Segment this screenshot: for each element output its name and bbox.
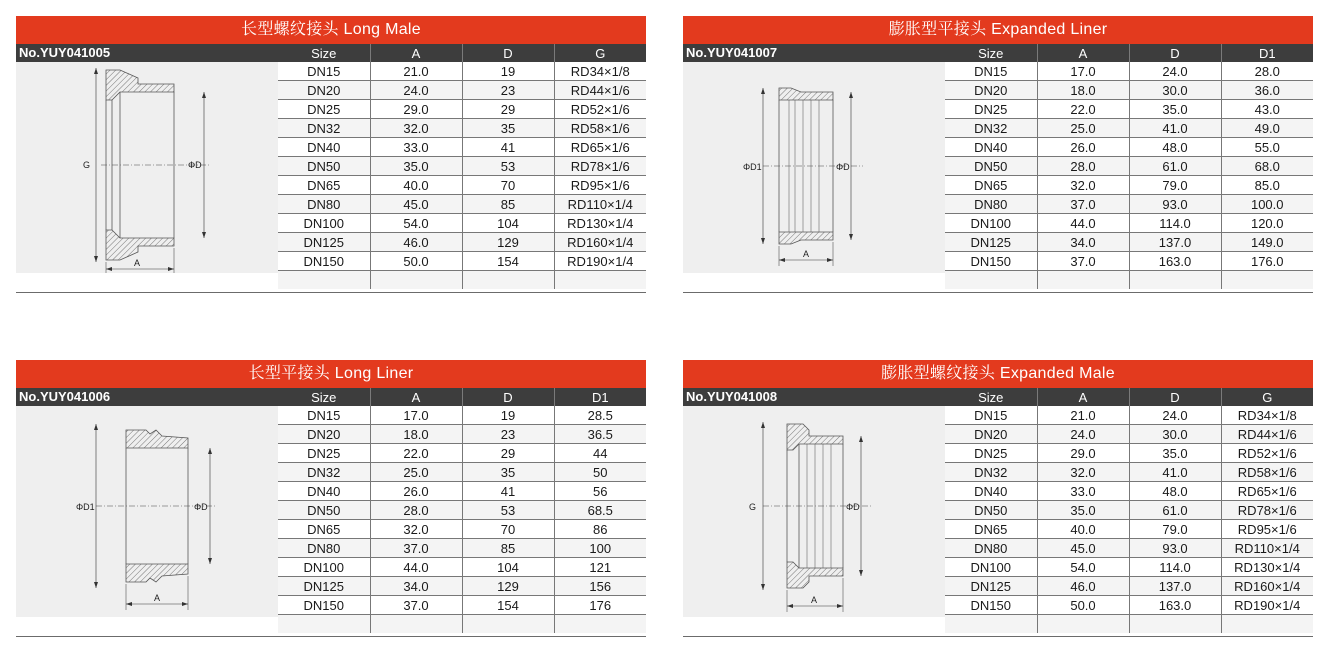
dim-label-d: ΦD	[836, 162, 850, 172]
column-header: D	[462, 388, 554, 406]
table-cell: RD95×1/6	[554, 176, 646, 195]
table-cell: DN25	[945, 444, 1037, 463]
column-header: A	[370, 44, 462, 62]
table-row	[945, 252, 1313, 271]
table-cell: 29	[462, 444, 554, 463]
table-cell: 37.0	[1037, 195, 1129, 214]
technical-drawing-expanded-liner	[683, 62, 945, 273]
table-cell: RD160×1/4	[554, 233, 646, 252]
column-header: Size	[278, 44, 370, 62]
table-cell: RD58×1/6	[1221, 463, 1313, 482]
table-row	[278, 482, 646, 501]
table-cell: DN80	[945, 539, 1037, 558]
table-cell: DN25	[945, 100, 1037, 119]
table-cell: DN65	[278, 520, 370, 539]
table-cell: 21.0	[1037, 406, 1129, 425]
table-cell: DN65	[945, 520, 1037, 539]
table-cell: RD110×1/4	[1221, 539, 1313, 558]
table-cell: DN40	[278, 138, 370, 157]
table-row	[278, 252, 646, 271]
table-cell: DN125	[278, 233, 370, 252]
table-cell: DN25	[278, 100, 370, 119]
table-cell: RD95×1/6	[1221, 520, 1313, 539]
table-cell: 28.0	[370, 501, 462, 520]
spec-table	[278, 388, 646, 633]
table-cell: 50.0	[1037, 596, 1129, 615]
table-cell: RD78×1/6	[1221, 501, 1313, 520]
table-cell: 56	[554, 482, 646, 501]
table-cell: 24.0	[1129, 406, 1221, 425]
table-row	[278, 406, 646, 425]
table-row	[945, 444, 1313, 463]
table-cell: 24.0	[1037, 425, 1129, 444]
table-cell: 32.0	[1037, 176, 1129, 195]
table-cell: DN15	[278, 406, 370, 425]
table-cell: 100.0	[1221, 195, 1313, 214]
table-row	[945, 558, 1313, 577]
table-cell: 36.5	[554, 425, 646, 444]
table-cell: 21.0	[370, 62, 462, 81]
dim-label-d: ΦD	[846, 502, 860, 512]
dim-label-a: A	[134, 258, 141, 268]
table-cell: 114.0	[1129, 558, 1221, 577]
table-cell: 61.0	[1129, 157, 1221, 176]
table-cell: 121	[554, 558, 646, 577]
card-title: 长型螺纹接头 Long Male	[16, 16, 646, 44]
table-row	[278, 62, 646, 81]
table-row	[278, 157, 646, 176]
table-cell: 53	[462, 157, 554, 176]
column-header: D1	[554, 388, 646, 406]
table-row	[945, 119, 1313, 138]
table-cell: 49.0	[1221, 119, 1313, 138]
table-cell: DN15	[278, 62, 370, 81]
table-row	[945, 406, 1313, 425]
table-row	[945, 100, 1313, 119]
table-row	[278, 501, 646, 520]
technical-drawing-expanded-male	[683, 406, 945, 617]
table-cell: 28.5	[554, 406, 646, 425]
table-row	[278, 558, 646, 577]
table-cell: 23	[462, 81, 554, 100]
table-cell: 137.0	[1129, 577, 1221, 596]
column-header: Size	[945, 44, 1037, 62]
table-cell: 85	[462, 539, 554, 558]
table-cell: DN100	[278, 214, 370, 233]
table-cell: 41	[462, 482, 554, 501]
table-row	[945, 577, 1313, 596]
table-cell: DN32	[945, 119, 1037, 138]
table-cell: 154	[462, 252, 554, 271]
product-code: No.YUY041008	[683, 388, 945, 406]
table-cell: RD44×1/6	[554, 81, 646, 100]
table-cell: DN40	[278, 482, 370, 501]
table-cell: 176.0	[1221, 252, 1313, 271]
product-card-expanded-male	[683, 360, 1313, 637]
table-row	[945, 176, 1313, 195]
card-title: 膨胀型平接头 Expanded Liner	[683, 16, 1313, 44]
card-title: 长型平接头 Long Liner	[16, 360, 646, 388]
table-cell: 45.0	[370, 195, 462, 214]
table-cell: DN32	[945, 463, 1037, 482]
dim-label-g: G	[83, 160, 91, 170]
table-cell: RD34×1/8	[554, 62, 646, 81]
table-cell: 37.0	[1037, 252, 1129, 271]
table-cell: DN20	[278, 81, 370, 100]
table-cell: DN100	[278, 558, 370, 577]
table-cell: 34.0	[370, 577, 462, 596]
technical-drawing-long-male	[16, 62, 278, 273]
table-cell: RD190×1/4	[554, 252, 646, 271]
table-cell: 36.0	[1221, 81, 1313, 100]
column-header: D	[1129, 388, 1221, 406]
table-cell: 28.0	[1221, 62, 1313, 81]
table-cell: DN80	[278, 539, 370, 558]
table-cell: 129	[462, 577, 554, 596]
table-cell: 86	[554, 520, 646, 539]
table-cell: 137.0	[1129, 233, 1221, 252]
table-row	[278, 100, 646, 119]
table-cell: RD65×1/6	[554, 138, 646, 157]
table-cell: 79.0	[1129, 520, 1221, 539]
table-header-row	[278, 44, 646, 62]
table-cell: DN50	[278, 501, 370, 520]
table-cell: DN125	[945, 233, 1037, 252]
table-row	[945, 233, 1313, 252]
table-cell: 54.0	[1037, 558, 1129, 577]
table-cell: 30.0	[1129, 81, 1221, 100]
table-row	[945, 214, 1313, 233]
column-header: D1	[1221, 44, 1313, 62]
table-cell: 46.0	[370, 233, 462, 252]
dim-label-d: ΦD	[194, 502, 208, 512]
table-header-row	[278, 388, 646, 406]
table-row	[278, 138, 646, 157]
table-cell: DN20	[945, 81, 1037, 100]
table-cell: 176	[554, 596, 646, 615]
table-row	[945, 62, 1313, 81]
table-cell: DN32	[278, 119, 370, 138]
table-cell: 23	[462, 425, 554, 444]
table-cell: 54.0	[370, 214, 462, 233]
table-cell: DN125	[945, 577, 1037, 596]
table-cell: 129	[462, 233, 554, 252]
table-cell: 30.0	[1129, 425, 1221, 444]
table-cell: 37.0	[370, 596, 462, 615]
dim-label-a: A	[803, 249, 810, 259]
table-cell: 163.0	[1129, 252, 1221, 271]
table-cell: DN32	[278, 463, 370, 482]
column-header: A	[1037, 388, 1129, 406]
table-cell: 79.0	[1129, 176, 1221, 195]
table-cell: 70	[462, 176, 554, 195]
table-cell: 18.0	[370, 425, 462, 444]
table-row-empty	[278, 271, 646, 290]
card-body	[683, 388, 1313, 637]
table-cell: 43.0	[1221, 100, 1313, 119]
table-cell: DN80	[945, 195, 1037, 214]
table-row	[945, 195, 1313, 214]
table-cell: RD65×1/6	[1221, 482, 1313, 501]
table-cell: 50	[554, 463, 646, 482]
table-row	[945, 157, 1313, 176]
technical-drawing-long-liner	[16, 406, 278, 617]
table-cell: 32.0	[1037, 463, 1129, 482]
table-cell: DN125	[278, 577, 370, 596]
table-cell: 41	[462, 138, 554, 157]
table-cell: 154	[462, 596, 554, 615]
table-cell: 44	[554, 444, 646, 463]
table-cell: DN50	[278, 157, 370, 176]
table-cell: DN80	[278, 195, 370, 214]
column-header: D	[462, 44, 554, 62]
table-cell: 29.0	[1037, 444, 1129, 463]
table-cell: 35.0	[1129, 444, 1221, 463]
table-row	[945, 539, 1313, 558]
product-code: No.YUY041005	[16, 44, 278, 62]
table-cell: RD52×1/6	[1221, 444, 1313, 463]
table-cell: 61.0	[1129, 501, 1221, 520]
table-row	[278, 444, 646, 463]
dim-label-d: ΦD	[188, 160, 202, 170]
table-cell: 35	[462, 119, 554, 138]
table-row	[945, 482, 1313, 501]
table-row	[278, 119, 646, 138]
table-cell: 35	[462, 463, 554, 482]
table-cell: DN25	[278, 444, 370, 463]
table-cell: RD44×1/6	[1221, 425, 1313, 444]
table-cell: 48.0	[1129, 138, 1221, 157]
table-cell: RD130×1/4	[1221, 558, 1313, 577]
product-card-expanded-liner	[683, 16, 1313, 293]
table-cell: DN40	[945, 138, 1037, 157]
spec-table	[278, 44, 646, 289]
table-row-empty	[945, 271, 1313, 290]
table-cell: 22.0	[370, 444, 462, 463]
table-cell: DN15	[945, 406, 1037, 425]
dim-label-a: A	[154, 593, 161, 603]
table-cell: DN150	[278, 252, 370, 271]
table-cell: 50.0	[370, 252, 462, 271]
table-row	[945, 138, 1313, 157]
table-row	[278, 577, 646, 596]
table-cell: 85	[462, 195, 554, 214]
table-cell: 114.0	[1129, 214, 1221, 233]
table-cell: 17.0	[1037, 62, 1129, 81]
table-cell: 163.0	[1129, 596, 1221, 615]
table-row	[278, 425, 646, 444]
table-cell: 93.0	[1129, 539, 1221, 558]
table-cell: 35.0	[1037, 501, 1129, 520]
table-cell: 68.5	[554, 501, 646, 520]
table-cell: 25.0	[1037, 119, 1129, 138]
column-header: G	[1221, 388, 1313, 406]
table-row	[945, 425, 1313, 444]
table-cell: 120.0	[1221, 214, 1313, 233]
table-header-row	[945, 44, 1313, 62]
card-body	[16, 44, 646, 293]
table-cell: 149.0	[1221, 233, 1313, 252]
table-row	[945, 501, 1313, 520]
table-cell: 55.0	[1221, 138, 1313, 157]
table-cell: 41.0	[1129, 463, 1221, 482]
card-body	[683, 44, 1313, 293]
table-cell: 40.0	[1037, 520, 1129, 539]
table-cell: 22.0	[1037, 100, 1129, 119]
table-cell: DN100	[945, 214, 1037, 233]
table-cell: 48.0	[1129, 482, 1221, 501]
table-row	[278, 539, 646, 558]
table-cell: RD110×1/4	[554, 195, 646, 214]
table-cell: RD58×1/6	[554, 119, 646, 138]
table-cell: RD52×1/6	[554, 100, 646, 119]
table-row	[278, 214, 646, 233]
table-row	[278, 463, 646, 482]
table-cell: DN150	[278, 596, 370, 615]
product-card-long-liner	[16, 360, 646, 637]
table-cell: 18.0	[1037, 81, 1129, 100]
column-header: Size	[278, 388, 370, 406]
product-code: No.YUY041006	[16, 388, 278, 406]
table-row	[278, 596, 646, 615]
table-row-empty	[945, 615, 1313, 634]
card-title: 膨胀型螺纹接头 Expanded Male	[683, 360, 1313, 388]
table-row-empty	[278, 615, 646, 634]
table-cell: DN65	[945, 176, 1037, 195]
spec-table	[945, 44, 1313, 289]
table-cell: RD190×1/4	[1221, 596, 1313, 615]
table-row	[945, 596, 1313, 615]
table-row	[945, 463, 1313, 482]
table-cell: 100	[554, 539, 646, 558]
spec-table	[945, 388, 1313, 633]
card-body	[16, 388, 646, 637]
dim-label-d1: ΦD1	[76, 502, 95, 512]
table-cell: 45.0	[1037, 539, 1129, 558]
table-cell: 25.0	[370, 463, 462, 482]
table-cell: 33.0	[1037, 482, 1129, 501]
table-cell: DN65	[278, 176, 370, 195]
table-row	[278, 195, 646, 214]
table-cell: 33.0	[370, 138, 462, 157]
table-row	[278, 233, 646, 252]
table-cell: DN20	[278, 425, 370, 444]
table-row	[278, 81, 646, 100]
table-cell: 19	[462, 406, 554, 425]
table-cell: 35.0	[370, 157, 462, 176]
table-cell: RD160×1/4	[1221, 577, 1313, 596]
table-cell: DN150	[945, 596, 1037, 615]
table-cell: 41.0	[1129, 119, 1221, 138]
table-row	[278, 520, 646, 539]
column-header: A	[1037, 44, 1129, 62]
table-cell: 44.0	[1037, 214, 1129, 233]
table-cell: 32.0	[370, 119, 462, 138]
table-cell: 40.0	[370, 176, 462, 195]
dim-label-a: A	[811, 595, 818, 605]
column-header: Size	[945, 388, 1037, 406]
product-card-long-male	[16, 16, 646, 293]
table-cell: DN50	[945, 157, 1037, 176]
table-cell: 28.0	[1037, 157, 1129, 176]
table-cell: DN100	[945, 558, 1037, 577]
table-cell: RD34×1/8	[1221, 406, 1313, 425]
table-cell: 24.0	[1129, 62, 1221, 81]
table-cell: 29.0	[370, 100, 462, 119]
table-cell: 37.0	[370, 539, 462, 558]
table-header-row	[945, 388, 1313, 406]
product-code: No.YUY041007	[683, 44, 945, 62]
table-cell: 93.0	[1129, 195, 1221, 214]
table-cell: 24.0	[370, 81, 462, 100]
table-cell: DN40	[945, 482, 1037, 501]
table-cell: 35.0	[1129, 100, 1221, 119]
column-header: G	[554, 44, 646, 62]
table-cell: 156	[554, 577, 646, 596]
table-cell: RD78×1/6	[554, 157, 646, 176]
table-row	[278, 176, 646, 195]
table-cell: DN150	[945, 252, 1037, 271]
table-cell: 32.0	[370, 520, 462, 539]
table-cell: 26.0	[370, 482, 462, 501]
table-cell: 19	[462, 62, 554, 81]
table-cell: DN50	[945, 501, 1037, 520]
column-header: A	[370, 388, 462, 406]
table-cell: DN15	[945, 62, 1037, 81]
table-cell: RD130×1/4	[554, 214, 646, 233]
table-cell: 85.0	[1221, 176, 1313, 195]
table-cell: 53	[462, 501, 554, 520]
table-cell: 29	[462, 100, 554, 119]
table-row	[945, 81, 1313, 100]
table-cell: 46.0	[1037, 577, 1129, 596]
table-cell: 34.0	[1037, 233, 1129, 252]
table-cell: 104	[462, 214, 554, 233]
table-cell: 44.0	[370, 558, 462, 577]
table-cell: 68.0	[1221, 157, 1313, 176]
dim-label-d1: ΦD1	[743, 162, 762, 172]
table-cell: 104	[462, 558, 554, 577]
table-row	[945, 520, 1313, 539]
column-header: D	[1129, 44, 1221, 62]
table-cell: 70	[462, 520, 554, 539]
table-cell: DN20	[945, 425, 1037, 444]
table-cell: 26.0	[1037, 138, 1129, 157]
dim-label-g: G	[749, 502, 757, 512]
table-cell: 17.0	[370, 406, 462, 425]
